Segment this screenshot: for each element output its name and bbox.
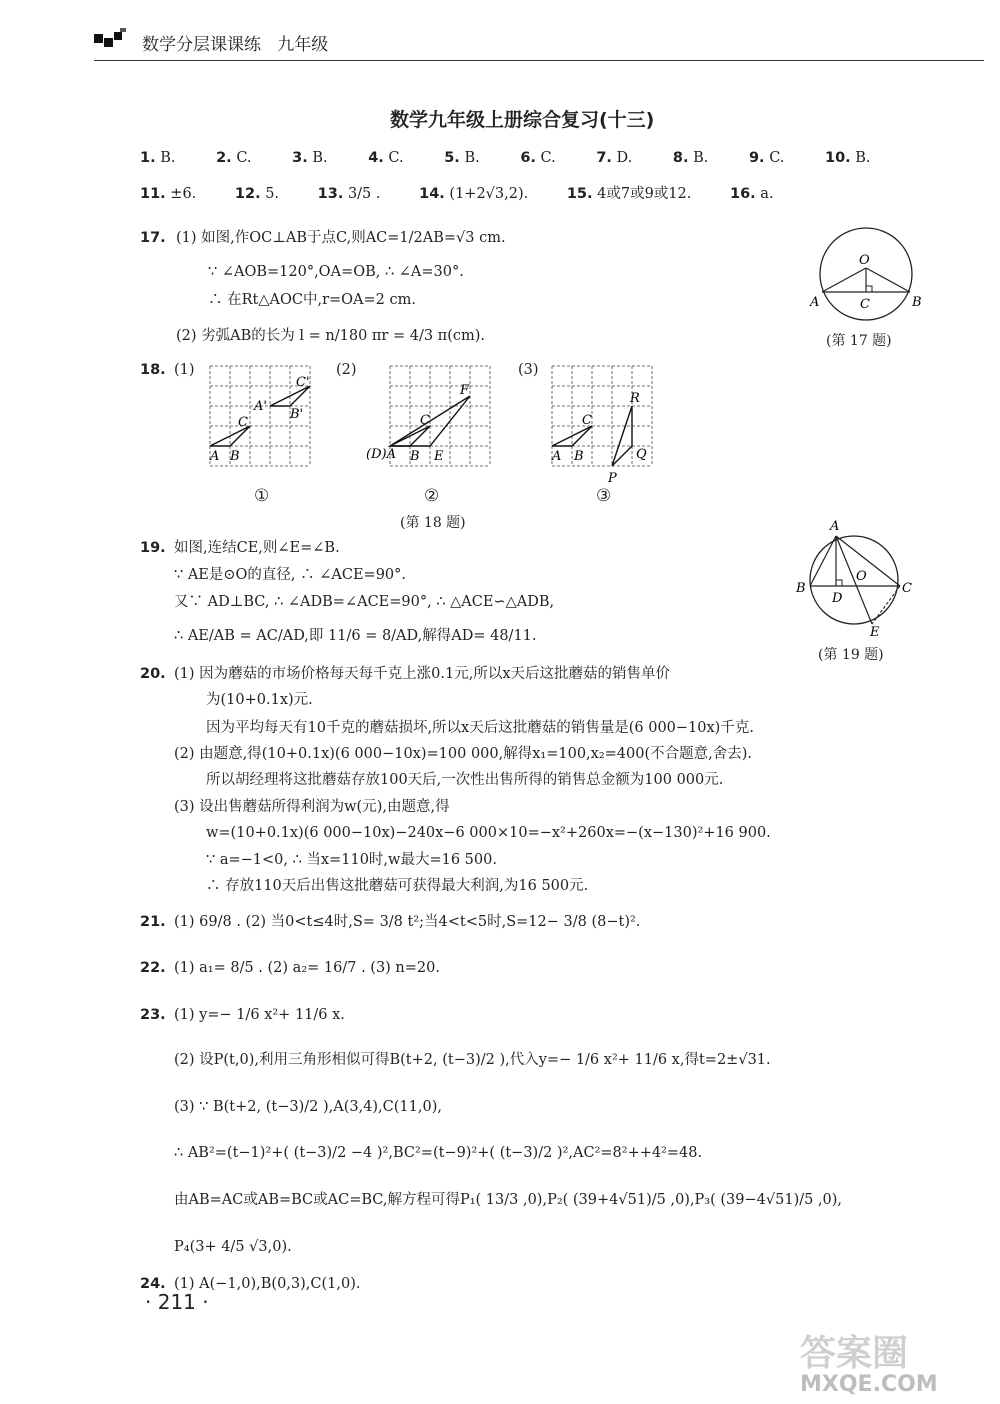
q23-line: (1) y=− 1/6 x²+ 11/6 x. [174,1007,345,1023]
svg-text:A: A [830,519,840,534]
q21-number: 21. [140,914,166,930]
answer-num: 5. [444,150,460,166]
q18-grid-figure-1 [204,362,324,474]
q17-line: (1) 如图,作OC⊥AB于点C,则AC=1/2AB=√3 cm. [176,230,506,246]
watermark-logo: 答案圈 [800,1333,909,1374]
svg-text:A': A' [254,399,267,414]
answer-num: 13. [317,186,344,202]
q17-line: ∵ ∠AOB=120°,OA=OB, ∴ ∠A=30°. [208,264,464,280]
q20-line: ∵ a=−1<0, ∴ 当x=110时,w最大=16 500. [206,852,497,868]
q23-line: P₄(3+ 4/5 √3,0). [174,1239,292,1255]
q23-number: 23. [140,1007,166,1023]
q23-line: ∴ AB²=(t−1)²+( (t−3)/2 −4 )²,BC²=(t−9)²+( (t−3)/2 )²,AC²=8²++4²=48. [174,1145,703,1161]
mc-answers-row [140,148,871,168]
answer-value: a. [760,186,774,202]
q24-number: 24. [140,1276,166,1292]
svg-text:P: P [608,471,617,486]
q22-text: (1) a₁= 8/5 . (2) a₂= 16/7 . (3) n=20. [174,960,440,976]
answer-num: 14. [419,186,445,202]
answer-num: 2. [216,150,232,166]
answer-value: 3/5 . [347,186,381,202]
q22-number: 22. [140,960,166,976]
q23-line: (3) ∵ B(t+2, (t−3)/2 ),A(3,4),C(11,0), [174,1099,442,1115]
svg-text:R: R [630,391,640,406]
q19-caption: (第 19 题) [818,647,884,663]
q17-line: ∴ 在Rt△AOC中,r=OA=2 cm. [208,292,416,308]
svg-text:C': C' [296,375,310,390]
answer-value: D. [616,150,633,166]
q18-number: 18. [140,362,166,378]
q19-line: 如图,连结CE,则∠E=∠B. [174,540,340,556]
svg-text:F: F [460,383,470,398]
header-title [142,30,328,55]
q20-line: ∴ 存放110天后出售这批蘑菇可获得最大利润,为16 500元. [206,878,589,894]
svg-text:C: C [420,413,430,428]
q18-part: (2) [336,362,357,378]
fig-label: A [810,295,820,310]
svg-text:A: A [210,449,220,464]
q21-text: (1) 69/8 . (2) 当0<t≤4时,S= 3/8 t²;当4<t<5时,S=12− 3/8 (8−t)². [174,914,641,930]
q23-line: 由AB=AC或AB=BC或AC=BC,解方程可得P₁( 13/3 ,0),P₂( (39+4√51)/5 ,0),P₃( (39−4√51)/5 ,0), [174,1192,843,1208]
svg-text:B: B [230,449,240,464]
q17-circle-figure [808,222,928,332]
q20-line: 为(10+0.1x)元. [206,692,313,708]
q18-caption: (第 18 题) [400,515,466,531]
watermark-url: MXQE.COM [800,1372,938,1397]
answer-num: 11. [140,186,166,202]
answer-num: 9. [748,150,765,166]
answer-value: B. [855,150,871,166]
answer-value: 4或7或9或12. [597,186,692,202]
svg-text:A: A [552,449,562,464]
q23-line: (2) 设P(t,0),利用三角形相似可得B(t+2, (t−3)/2 ),代入y=− 1/6 x²+ 11/6 x,得t=2±√31. [174,1052,771,1068]
answer-value: C. [236,150,252,166]
svg-text:B: B [574,449,584,464]
svg-text:Q: Q [636,447,647,462]
q18-grid-figure-2 [364,362,504,474]
page-title: 数学九年级上册综合复习(十三) [390,109,655,131]
grade-label: 九年级 [277,35,329,55]
q18-mark: ② [424,486,440,506]
q19-number: 19. [140,540,166,556]
q18-mark: ① [254,486,270,506]
q18-mark: ③ [596,486,612,506]
q19-line: ∵ AE是⊙O的直径, ∴ ∠ACE=90°. [174,567,407,583]
book-logo-icon [94,28,128,54]
book-title: 数学分层课课练 [142,35,261,55]
fig-label: O [859,253,870,268]
answer-num: 15. [566,186,593,202]
answer-value: B. [312,150,328,166]
q19-circle-figure [792,514,922,638]
answer-num: 1. [140,150,156,166]
svg-text:D: D [832,591,843,606]
q18-part: (1) [174,362,195,378]
header-rule [94,60,984,61]
svg-text:C: C [902,581,912,596]
answer-num: 4. [368,150,384,166]
q19-line: 又∵ AD⊥BC, ∴ ∠ADB=∠ACE=90°, ∴ △ACE∽△ADB, [174,594,555,610]
answer-value: B. [693,150,709,166]
answer-value: B. [160,150,176,166]
svg-text:B': B' [290,407,304,422]
svg-text:C: C [238,415,248,430]
q18-grid-figure-3 [546,362,666,486]
svg-text:B: B [410,449,420,464]
q20-line: w=(10+0.1x)(6 000−10x)−240x−6 000×10=−x²+260x=−(x−130)²+16 900. [206,825,771,841]
q17-caption: (第 17 题) [826,333,892,349]
answer-num: 3. [292,150,308,166]
answer-num: 10. [824,150,851,166]
svg-text:O: O [856,569,867,584]
fig-label: B [912,295,922,310]
svg-text:E: E [870,625,880,638]
answer-value: C. [388,150,404,166]
page-number: · 211 · [145,1290,209,1314]
fill-answers-row [140,184,774,204]
q24-text: (1) A(−1,0),B(0,3),C(1,0). [174,1276,361,1292]
q20-line: 因为平均每天有10千克的蘑菇损坏,所以x天后这批蘑菇的销售量是(6 000−10x)千克. [206,720,754,736]
answer-value: B. [464,150,480,166]
svg-text:(D)A: (D)A [366,447,396,462]
svg-text:B: B [796,581,806,596]
svg-text:E: E [434,449,444,464]
answer-num: 7. [596,150,612,166]
q20-line: (2) 由题意,得(10+0.1x)(6 000−10x)=100 000,解得x₁=100,x₂=400(不合题意,舍去). [174,746,753,762]
answer-num: 6. [520,150,536,166]
q17-line: (2) 劣弧AB的长为 l = n/180 πr = 4/3 π(cm). [176,328,485,344]
answer-value: ±6. [170,186,197,202]
q20-line: 所以胡经理将这批蘑菇存放100天后,一次性出售所得的销售总金额为100 000元. [206,772,724,788]
answer-num: 8. [672,150,689,166]
answer-value: C. [769,150,785,166]
q18-part: (3) [518,362,539,378]
q20-number: 20. [140,666,166,682]
q19-line: ∴ AE/AB = AC/AD,即 11/6 = 8/AD,解得AD= 48/11. [174,628,537,644]
answer-value: 5. [265,186,280,202]
answer-value: (1+2√3,2). [449,186,529,202]
answer-num: 12. [234,186,261,202]
q20-line: (3) 设出售蘑菇所得利润为w(元),由题意,得 [174,799,450,815]
q20-line: (1) 因为蘑菇的市场价格每天每千克上涨0.1元,所以x天后这批蘑菇的销售单价 [174,666,670,682]
svg-text:C: C [582,413,592,428]
answer-value: C. [540,150,556,166]
fig-label: C [860,297,870,312]
answer-num: 16. [730,186,756,202]
q17-number: 17. [140,230,166,246]
